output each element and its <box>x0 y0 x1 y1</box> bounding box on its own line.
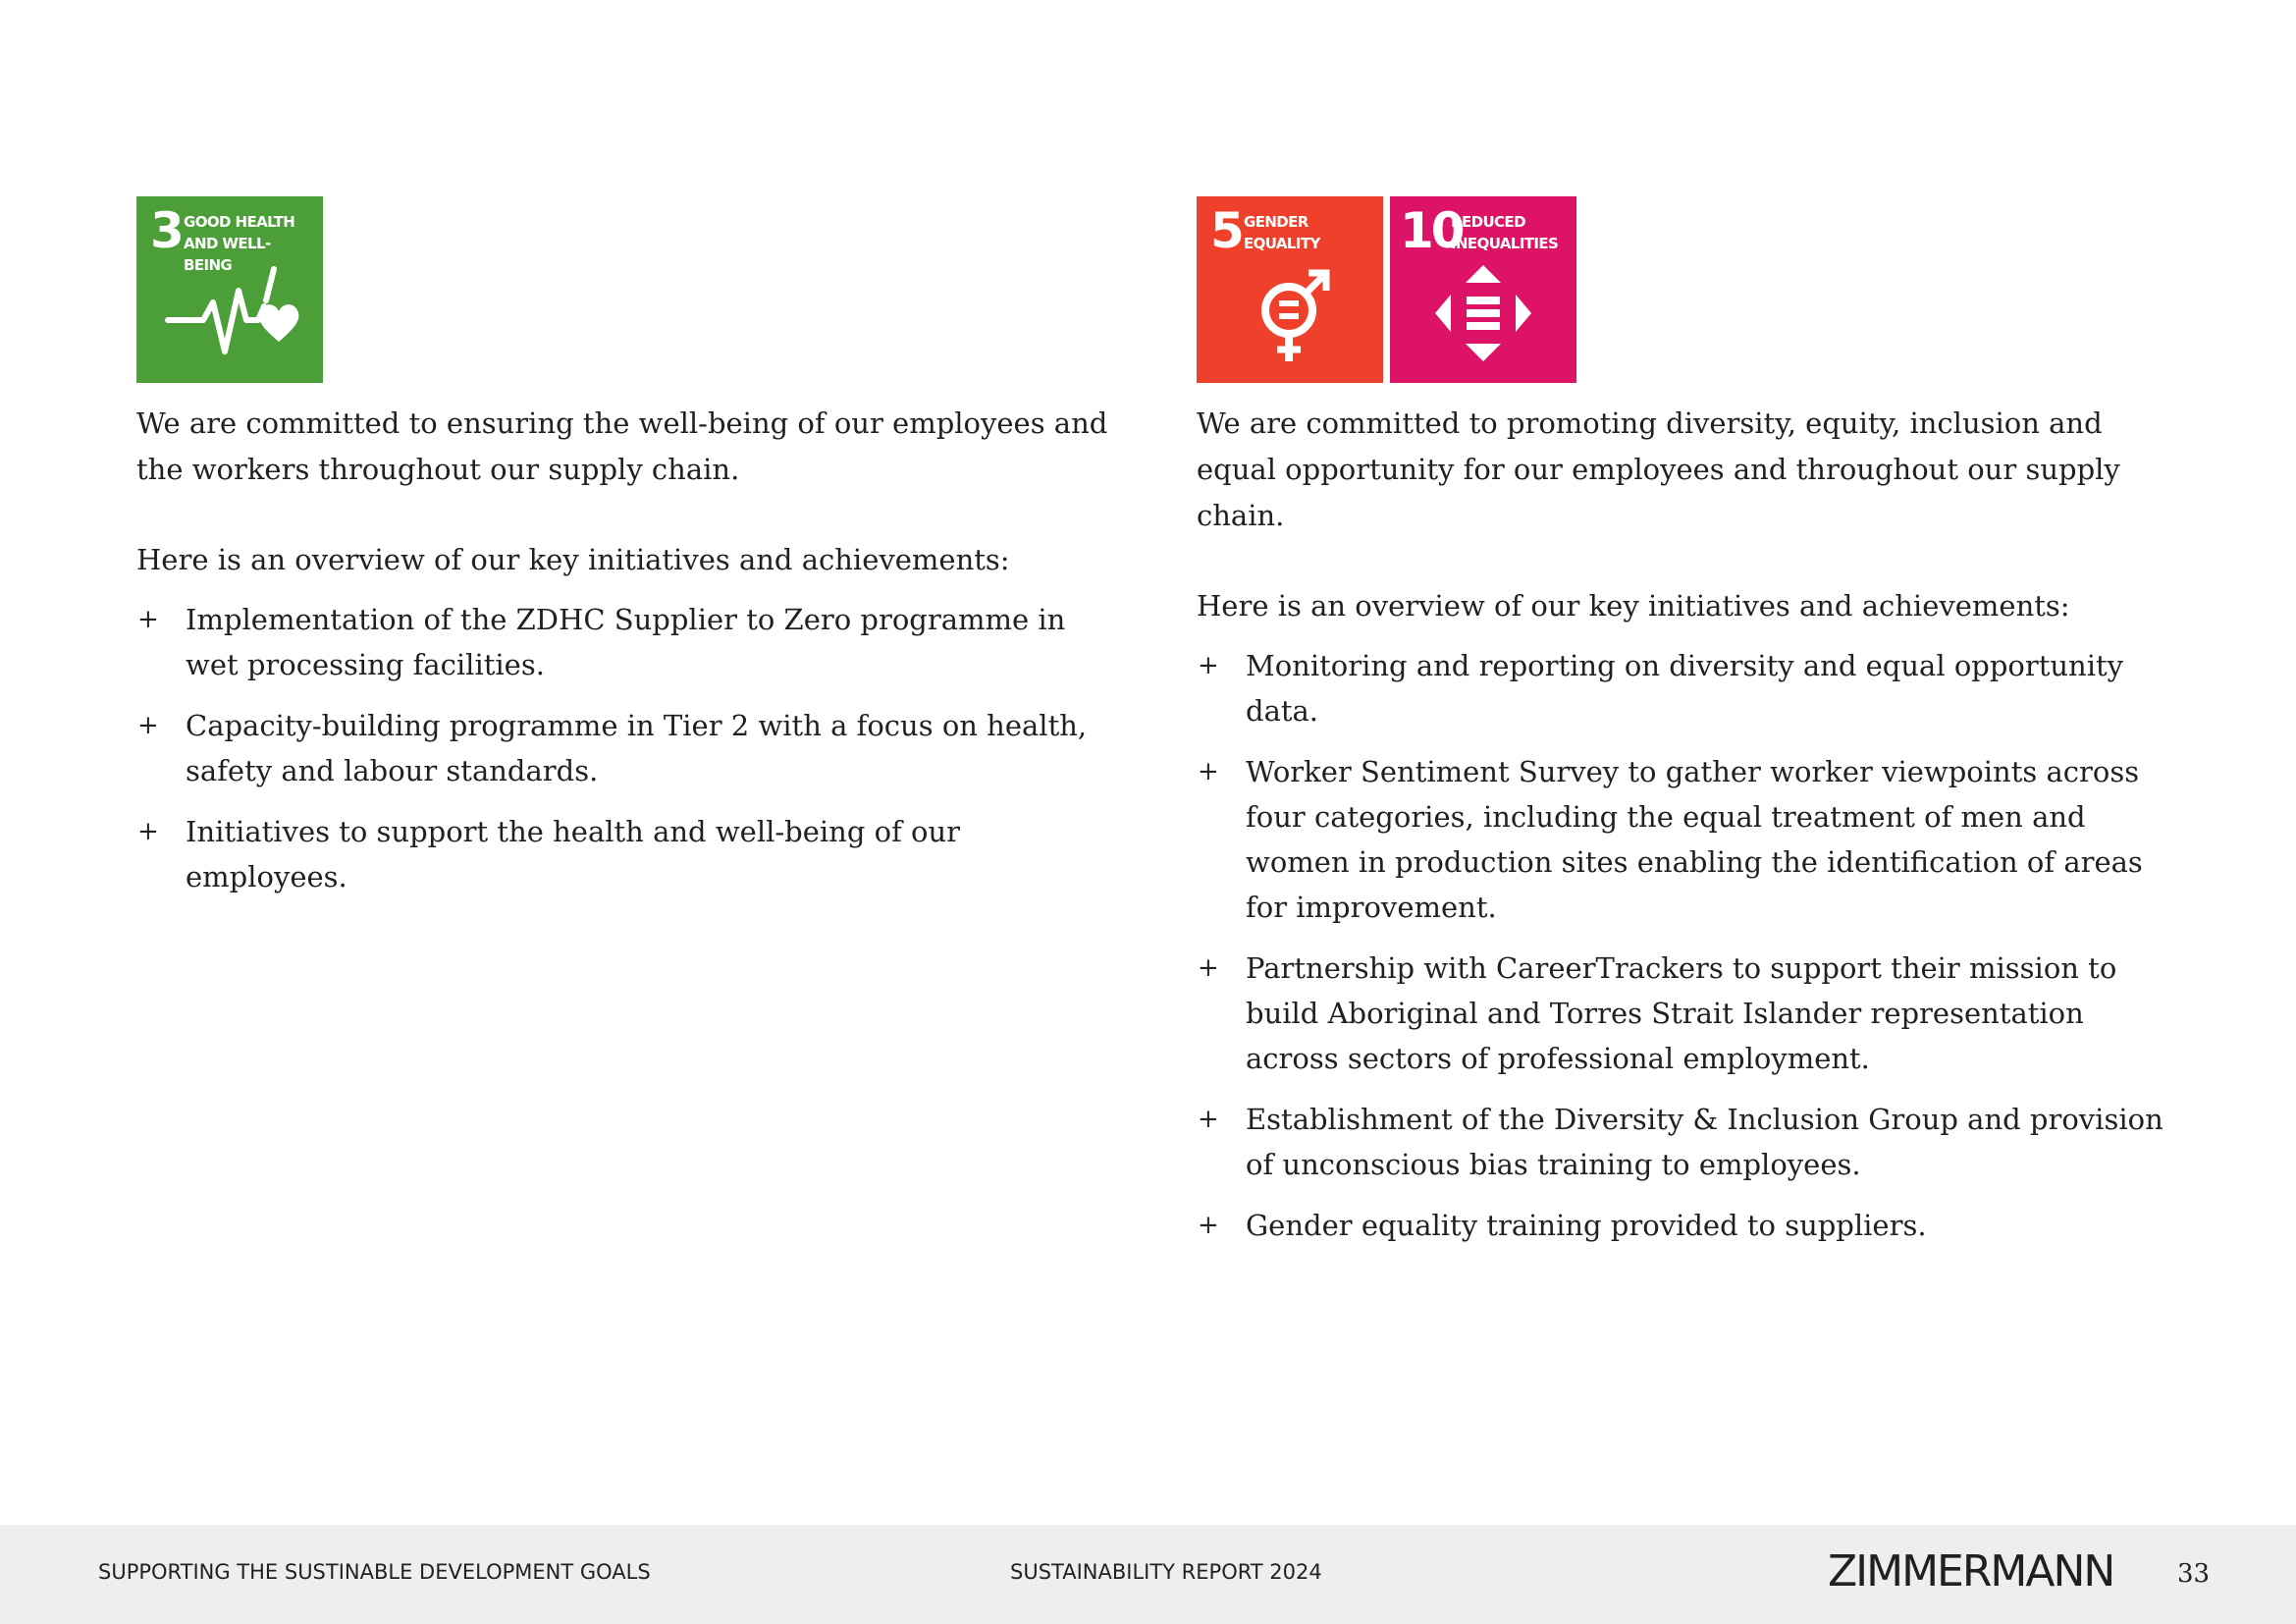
gender-equality-icon <box>1197 196 1383 383</box>
sdg-title: GENDER EQUALITY <box>1244 213 1320 252</box>
plus-bullet-icon: + <box>1198 1105 1219 1134</box>
left-column <box>136 196 1108 915</box>
sdg-number: 3 <box>150 202 182 259</box>
list-item: + Monitoring and reporting on diversity and equal opportunity data. <box>1197 643 2178 733</box>
sdg-title: REDUCED INEQUALITIES <box>1451 213 1559 252</box>
footer-section-title: SUPPORTING THE SUSTINABLE DEVELOPMENT GOALS <box>98 1560 651 1584</box>
list-item: + Capacity-building programme in Tier 2 with a focus on health, safety and labour standards. <box>136 703 1108 793</box>
plus-bullet-icon: + <box>137 605 159 634</box>
list-item: + Initiatives to support the health and well-being of our employees. <box>136 809 1108 899</box>
footer-report-title: SUSTAINABILITY REPORT 2024 <box>1010 1560 1322 1584</box>
plus-bullet-icon: + <box>1198 757 1219 786</box>
sdg-10-tile <box>1390 196 1576 383</box>
left-intro: We are committed to ensuring the well-being of our employees and the workers throughout our supply chain. <box>136 406 1108 486</box>
page-footer <box>0 1525 2296 1624</box>
right-column <box>1197 196 2178 1264</box>
list-item: + Gender equality training provided to suppliers. <box>1197 1203 2178 1248</box>
brand-logo: ZIMMERMANN <box>1828 1546 2114 1597</box>
sdg-icons-left <box>136 196 1108 383</box>
left-initiatives-list <box>136 597 1108 899</box>
sdg-number: 10 <box>1400 202 1463 259</box>
list-item: + Worker Sentiment Survey to gather worker viewpoints across four categories, including the equal treatment of men and women in production sites enabling the identification of areas for improvement. <box>1197 749 2178 930</box>
right-overview: Here is an overview of our key initiatives and achievements: <box>1197 589 2070 623</box>
list-item: + Partnership with CareerTrackers to support their mission to build Aboriginal and Torres Strait Islander representation across sectors of professional employment. <box>1197 946 2178 1081</box>
plus-bullet-icon: + <box>1198 953 1219 983</box>
heartbeat-icon <box>136 196 323 383</box>
sdg-5-tile <box>1197 196 1383 383</box>
sdg-icons-right <box>1197 196 2178 383</box>
right-intro: We are committed to promoting diversity, equity, inclusion and equal opportunity for our employees and throughout our supply chain. <box>1197 406 2120 532</box>
sdg-3-tile <box>136 196 323 383</box>
plus-bullet-icon: + <box>137 817 159 846</box>
page-number: 33 <box>2177 1559 2211 1589</box>
list-item: + Implementation of the ZDHC Supplier to Zero programme in wet processing facilities. <box>136 597 1108 687</box>
sdg-number: 5 <box>1210 202 1242 259</box>
sdg-title: GOOD HEALTH AND WELL-BEING <box>184 213 295 274</box>
plus-bullet-icon: + <box>1198 1211 1219 1240</box>
right-initiatives-list <box>1197 643 2178 1248</box>
reduced-inequalities-icon <box>1390 196 1576 383</box>
left-overview: Here is an overview of our key initiatives and achievements: <box>136 543 1010 576</box>
plus-bullet-icon: + <box>1198 651 1219 680</box>
list-item: + Establishment of the Diversity & Inclusion Group and provision of unconscious bias training to employees. <box>1197 1097 2178 1187</box>
plus-bullet-icon: + <box>137 711 159 740</box>
